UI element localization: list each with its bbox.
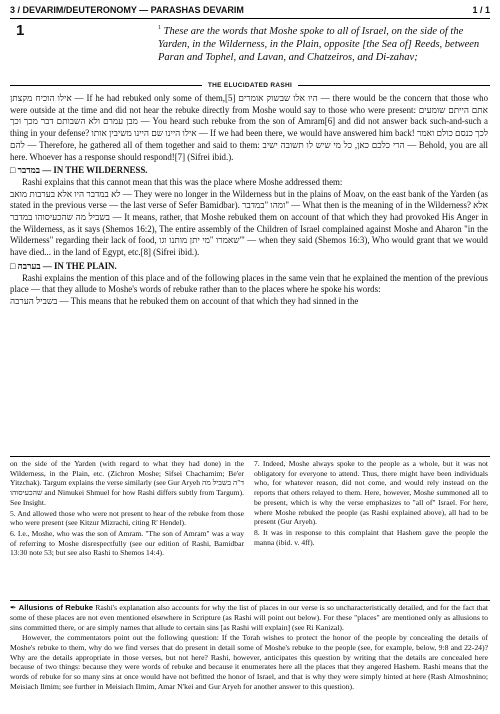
- header-title: 3 / DEVARIM/DEUTERONOMY — PARASHAS DEVARIM: [10, 5, 244, 15]
- insight-title: Allusions of Rebuke: [18, 603, 94, 612]
- verse-number: 1: [16, 22, 25, 39]
- verse-text-block: [158, 22, 488, 64]
- rashi-commentary: [10, 93, 488, 308]
- rashi-paragraph-2: Rashi explains that this cannot mean that this was the place where Moshe addressed them:: [22, 176, 343, 187]
- footnote-6: 6. I.e., Moshe, who was the son of Amram. "The son of Amram" was a way of referring to Moshe disrespectfully (see our edition of Rashi, Bamidbar 13:30 note 53; but see also Rashi to Shemos 14:4).: [10, 528, 244, 558]
- section-banner: [10, 79, 490, 91]
- banner-line-right: [298, 85, 490, 86]
- insight-divider: [10, 600, 490, 601]
- notes-divider: [10, 456, 490, 457]
- rashi-paragraph-4: Rashi explains the mention of this place and of the following places in the same vein that he explained the mention of the previous place — that they allude to Moshe's words of rebuke rather than to the places where he spoke his words:: [10, 272, 488, 295]
- rashi-heading-wilderness: □ במדבר — IN THE WILDERNESS.: [10, 165, 148, 176]
- verse-superscript: 1: [158, 25, 161, 31]
- footnote-7: 7. Indeed, Moshe always spoke to the people as a whole, but it was not obligatory for everyone to attend. Thus, there might have been individuals who, for whatever reason, did not come, and would rely instead on the reports that others relayed to them. Here, however, Moshe summoned all to be present, which is why the verse emphasizes to "all of" Israel. For here, where Moshe rebuked the people (as Rashi explained above), all had to be present (Gur Aryeh).: [254, 459, 488, 527]
- rashi-heading-plain: □ בערבה — IN THE PLAIN.: [10, 260, 117, 271]
- header-divider: [10, 18, 490, 19]
- rashi-paragraph-5: בשביל הערבה — This means that he rebuked them on account of that which they had sinned in the: [10, 295, 359, 306]
- verse-translation: These are the words that Moshe spoke to all of Israel, on the side of the Yarden, in the Wilderness, in the Plain, opposite [the Sea of] Reeds, between Paran and Tophel, and Lavan, and Chatzeiros, and Di-zahav;: [158, 26, 480, 63]
- running-header: [10, 3, 490, 17]
- banner-line-left: [10, 85, 202, 86]
- feather-icon: ✒: [10, 603, 17, 612]
- footnotes: [10, 459, 488, 599]
- banner-title: THE ELUCIDATED RASHI: [207, 81, 293, 89]
- rashi-paragraph-1: אילו הוכיח מקצתן — If he had rebuked only some of them,[5] היו אלו שבשוק אומרים — there would be the concern that those who were outside at the time and did not hear the rebuke directly from Moshe would say to those who were present: אתם הייתם שומעים מבן עמרם ולא השבותם דבר מכך וכך — You heard such rebuke from the son of Amram[6] and did not answer back such-and-such a thing in your defense? אילו היינו שם היינו משיבין אותו — If we had been there, we would have answered him back! לכך כנסם כולם ואמר להם — Therefore, he gathered all of them together and said to them: הרי כלכם כאן, כל מי שיש לו תשובה ישיב — Behold, you are all here. Whoever has a response should respond![7] (Sifrei ibid.).: [10, 93, 489, 162]
- insight-paragraph-2: However, the commentators point out the following question: If the Torah wishes to protect the honor of the people by concealing the details of Moshe's rebuke to them, why do we find verses that do present in detail some of Moshe's rebuke to the people (see, for example, below, 9:8 and 22-24)? Why are the details appropriate in those verses, but not here? Rashi, however, anticipates this question by writing that the details are concealed here because of two things: because they were words of rebuke and because it enumerates here all the places that they angered Hashem. Rashi means that the words of rebuke for so many sins at once would have not befitted the honor of Israel, and that is why they were simply hinted at here (Rash Almoshnino; Meisiach Ilmim; see further in Meisiach Ilmim, Amar N'kei and Gur Aryeh for another answer to this question).: [10, 632, 488, 692]
- insight-paragraph-1: Rashi's explanation also accounts for why the list of places in our verse is so uncharacteristically detailed, and for the fact that some of these places are not even mentioned elsewhere in Scripture (as Rashi will point out below). For these "places" are mentioned only as allusions to sins committed there, or are simply names that allude to certain sins [as Rashi will explain] (see Ri Kanizal).: [10, 603, 489, 632]
- footnote-5: 5. And allowed those who were not present to hear of the rebuke from those who were present (see Kitzur Mizrachi, citing R' Hendel).: [10, 508, 244, 528]
- insight-box: [10, 603, 488, 692]
- footnote-8: 8. It was in response to this complaint that Hashem gave the people the manna (ibid. v. 4ff).: [254, 527, 488, 547]
- footnote-continued: on the side of the Yarden (with regard to what they had done) in the Wilderness, in the Plain, etc. (Zichron Moshe; Sifsei Chachamim; Be'er Yitzchak). Targum explains the verse similarly (see Gur Aryeh ד"ה בשביל מה שהכעיסוהו and Nimukei Shmuel for how Rashi differs subtly from Targum). See Insight.: [10, 459, 244, 507]
- rashi-paragraph-3: לא במדבר היו אלא בערבות מואב — They were no longer in the Wilderness but in the plains of Moav, on the east bank of the Yarden (as stated in the previous verse — the last verse of Sefer Bamidbar). ומהו "במדבר" — What then is the meaning of in the Wilderness? אלא בשביל מה שהכעיסוהו במדבר — It means, rather, that Moshe rebuked them on account of that which they had provoked His Anger in the Wilderness, as it says (Shemos 16:2), The entire assembly of the Children of Israel complained against Moshe and Aharon "in the Wilderness" regarding their lack of food, שאמרו "מי יתן מותנו וגו'" — when they said (Shemos 16:3), Who would grant that we would have died... in the land of Egypt, etc.[8] (Sifrei ibid.).: [10, 188, 488, 258]
- header-page-number: 1 / 1: [472, 5, 490, 15]
